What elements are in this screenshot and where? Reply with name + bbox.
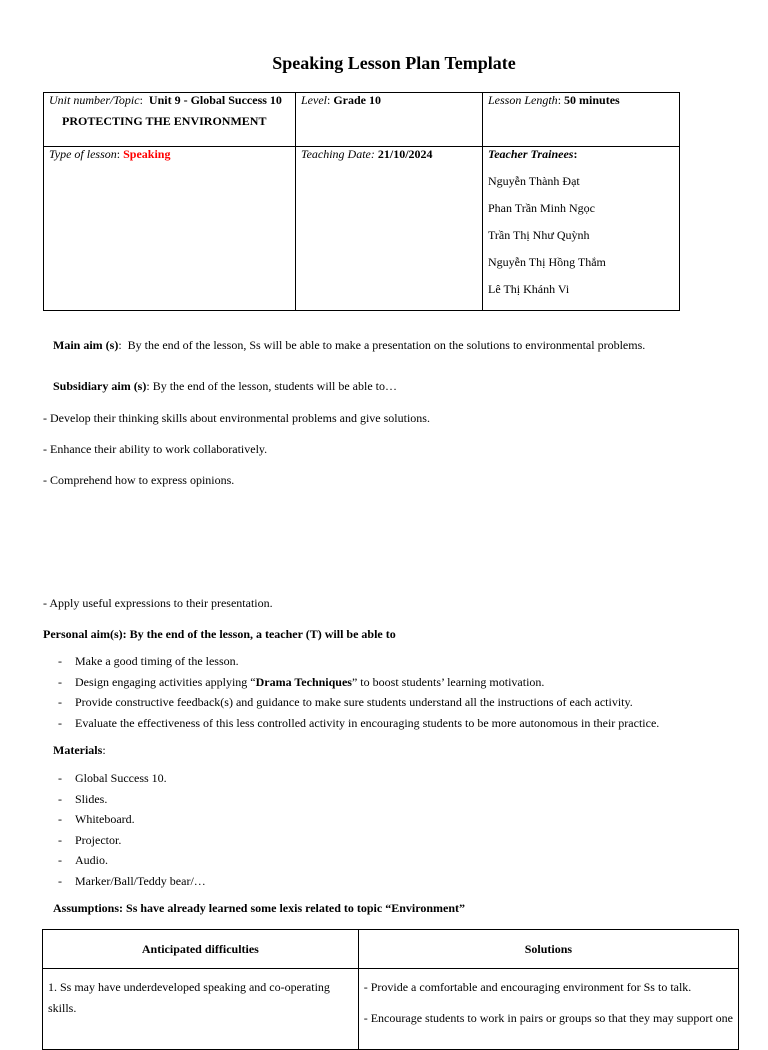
unit-value: Unit 9 - Global Success 10 — [148, 93, 282, 107]
difficulty-text: 1. Ss may have underdeveloped speaking and co-operating skills. — [48, 980, 330, 1015]
list-item: - Provide constructive feedback(s) and guidance to make sure students understand all the instructions of each activity. — [58, 695, 659, 716]
lesson-info-table — [43, 92, 680, 311]
solution-text: - Provide a comfortable and encouraging environment for Ss to talk. — [363, 980, 692, 994]
solution-text: - Encourage students to work in pairs or groups so that they may support one — [363, 1010, 733, 1025]
subsidiary-aim-text: By the end of the lesson, students will be able to… — [152, 379, 397, 393]
solution-cell — [358, 969, 738, 1050]
length-label: Lesson Length — [488, 93, 558, 107]
level-label: Level — [301, 93, 327, 107]
trainees-label: Teacher Trainees — [488, 147, 574, 161]
list-item: - Marker/Ball/Teddy bear/… — [58, 874, 206, 895]
page-title: Speaking Lesson Plan Template — [272, 53, 516, 73]
personal-aim-list — [58, 654, 659, 736]
header-solutions: Solutions — [358, 930, 738, 969]
difficulties-table — [42, 929, 739, 1050]
level-value: Grade 10 — [333, 93, 382, 107]
subsidiary-aim: Subsidiary aim (s): By the end of the lesson, students will be able to… — [53, 379, 397, 393]
subsidiary-point: - Enhance their ability to work collaboratively. — [43, 442, 268, 456]
subsidiary-point: - Develop their thinking skills about environmental problems and give solutions. — [43, 411, 430, 425]
length-cell: Lesson Length: 50 minutes — [483, 93, 680, 147]
header-difficulties: Anticipated difficulties — [43, 930, 359, 969]
materials-label: Materials — [53, 743, 103, 757]
personal-aim-heading: Personal aim(s): By the end of the lesson, a teacher (T) will be able to — [43, 627, 396, 641]
topic-title: PROTECTING THE ENVIRONMENT — [62, 114, 267, 128]
lesson-type-cell: Type of lesson: Speaking — [44, 147, 296, 311]
list-item: - Evaluate the effectiveness of this less controlled activity in encouraging students to be more autonomous in their practice. — [58, 716, 659, 737]
drama-techniques-emphasis: Drama Techniques — [255, 674, 352, 689]
trainee-name: Trần Thị Như Quỳnh — [488, 228, 590, 242]
list-item: - Projector. — [58, 833, 206, 854]
date-label: Teaching Date: — [301, 147, 375, 161]
trainee-name: Nguyễn Thành Đạt — [488, 174, 580, 188]
list-item: - Slides. — [58, 792, 206, 813]
materials-list — [58, 771, 206, 894]
subsidiary-point: - Apply useful expressions to their presentation. — [43, 596, 273, 610]
unit-label: Unit number/Topic — [49, 93, 140, 107]
list-item: - Make a good timing of the lesson. — [58, 654, 659, 675]
assumptions: Assumptions: Ss have already learned some lexis related to topic “Environment” — [53, 901, 466, 915]
length-value: 50 minutes — [564, 93, 620, 107]
date-value: 21/10/2024 — [377, 147, 433, 161]
difficulty-cell — [43, 969, 359, 1050]
trainee-name: Phan Trần Minh Ngọc — [488, 201, 596, 215]
date-cell — [296, 147, 483, 311]
list-item: - Whiteboard. — [58, 812, 206, 833]
type-label: Type of lesson — [49, 147, 117, 161]
list-item: - Global Success 10. — [58, 771, 206, 792]
list-item: - Design engaging activities applying “Drama Techniques” to boost students’ learning motivation. — [58, 675, 659, 696]
main-aim-label: Main aim (s) — [53, 338, 119, 352]
trainee-name: Lê Thị Khánh Vi — [488, 282, 570, 296]
main-aim: Main aim (s): By the end of the lesson, Ss will be able to make a presentation on the solutions to environmental problems. — [53, 338, 646, 352]
materials-heading: Materials: — [53, 743, 106, 757]
trainee-name: Nguyễn Thị Hồng Thắm — [488, 255, 606, 269]
trainees-cell: Teacher Trainees: Nguyễn Thành Đạt Phan Trần Minh Ngọc Trần Thị Như Quỳnh Nguyễn Thị Hồng Thắm Lê Thị Khánh Vi — [483, 147, 680, 311]
level-cell: Level: Grade 10 — [296, 93, 483, 147]
subsidiary-aim-label: Subsidiary aim (s) — [53, 379, 147, 393]
main-aim-text: By the end of the lesson, Ss will be able to make a presentation on the solutions to environmental problems. — [127, 338, 646, 352]
type-value: Speaking — [123, 147, 171, 161]
subsidiary-point: - Comprehend how to express opinions. — [43, 473, 235, 487]
list-item: - Audio. — [58, 853, 206, 874]
unit-cell: Unit number/Topic: Unit 9 - Global Success 10 PROTECTING THE ENVIRONMENT — [44, 93, 296, 147]
